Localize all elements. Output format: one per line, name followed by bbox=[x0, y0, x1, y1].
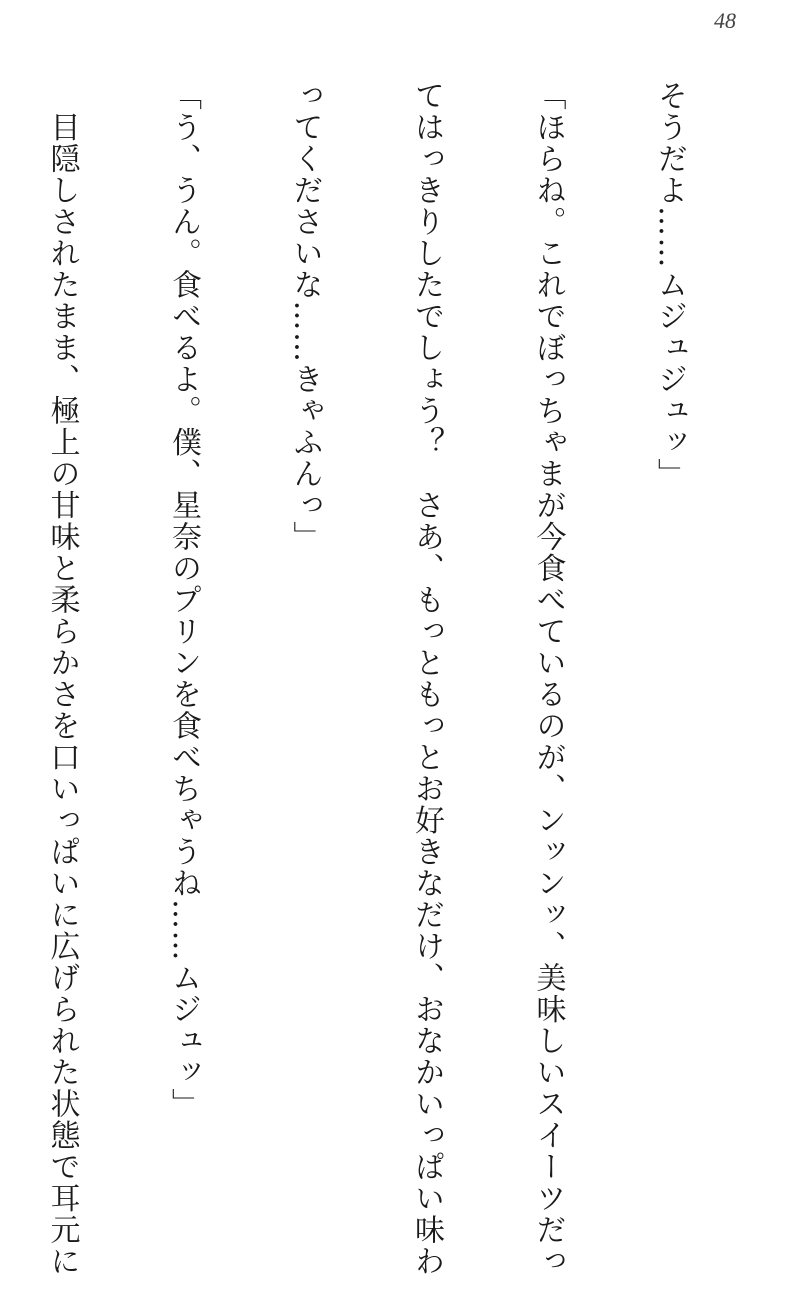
text-line: そうだよ……ムジュジュッ」 bbox=[652, 80, 687, 490]
text-line: 目隠しされたまま、極上の甘味と柔らかさを口いっぱいに広げられた状態で耳元に bbox=[44, 80, 80, 1277]
text-line: 「う、うん。食べるよ。僕、星奈のプリンを食べちゃうね……ムジュッ」 bbox=[166, 80, 201, 1120]
text-line: ってくださいな……きゃふんっ」 bbox=[287, 80, 323, 553]
text-line: てはっきりしたでしょう？ さあ、もっともっとお好きなだけ、おなかいっぱい味わ bbox=[409, 80, 444, 1277]
text-line: 「ほらね。これでぼっちゃまが今食べているのが、ンッンッ、美味しいスイーツだっ bbox=[530, 80, 566, 1277]
page-number: 48 bbox=[714, 8, 736, 33]
body-text bbox=[0, 80, 770, 1277]
